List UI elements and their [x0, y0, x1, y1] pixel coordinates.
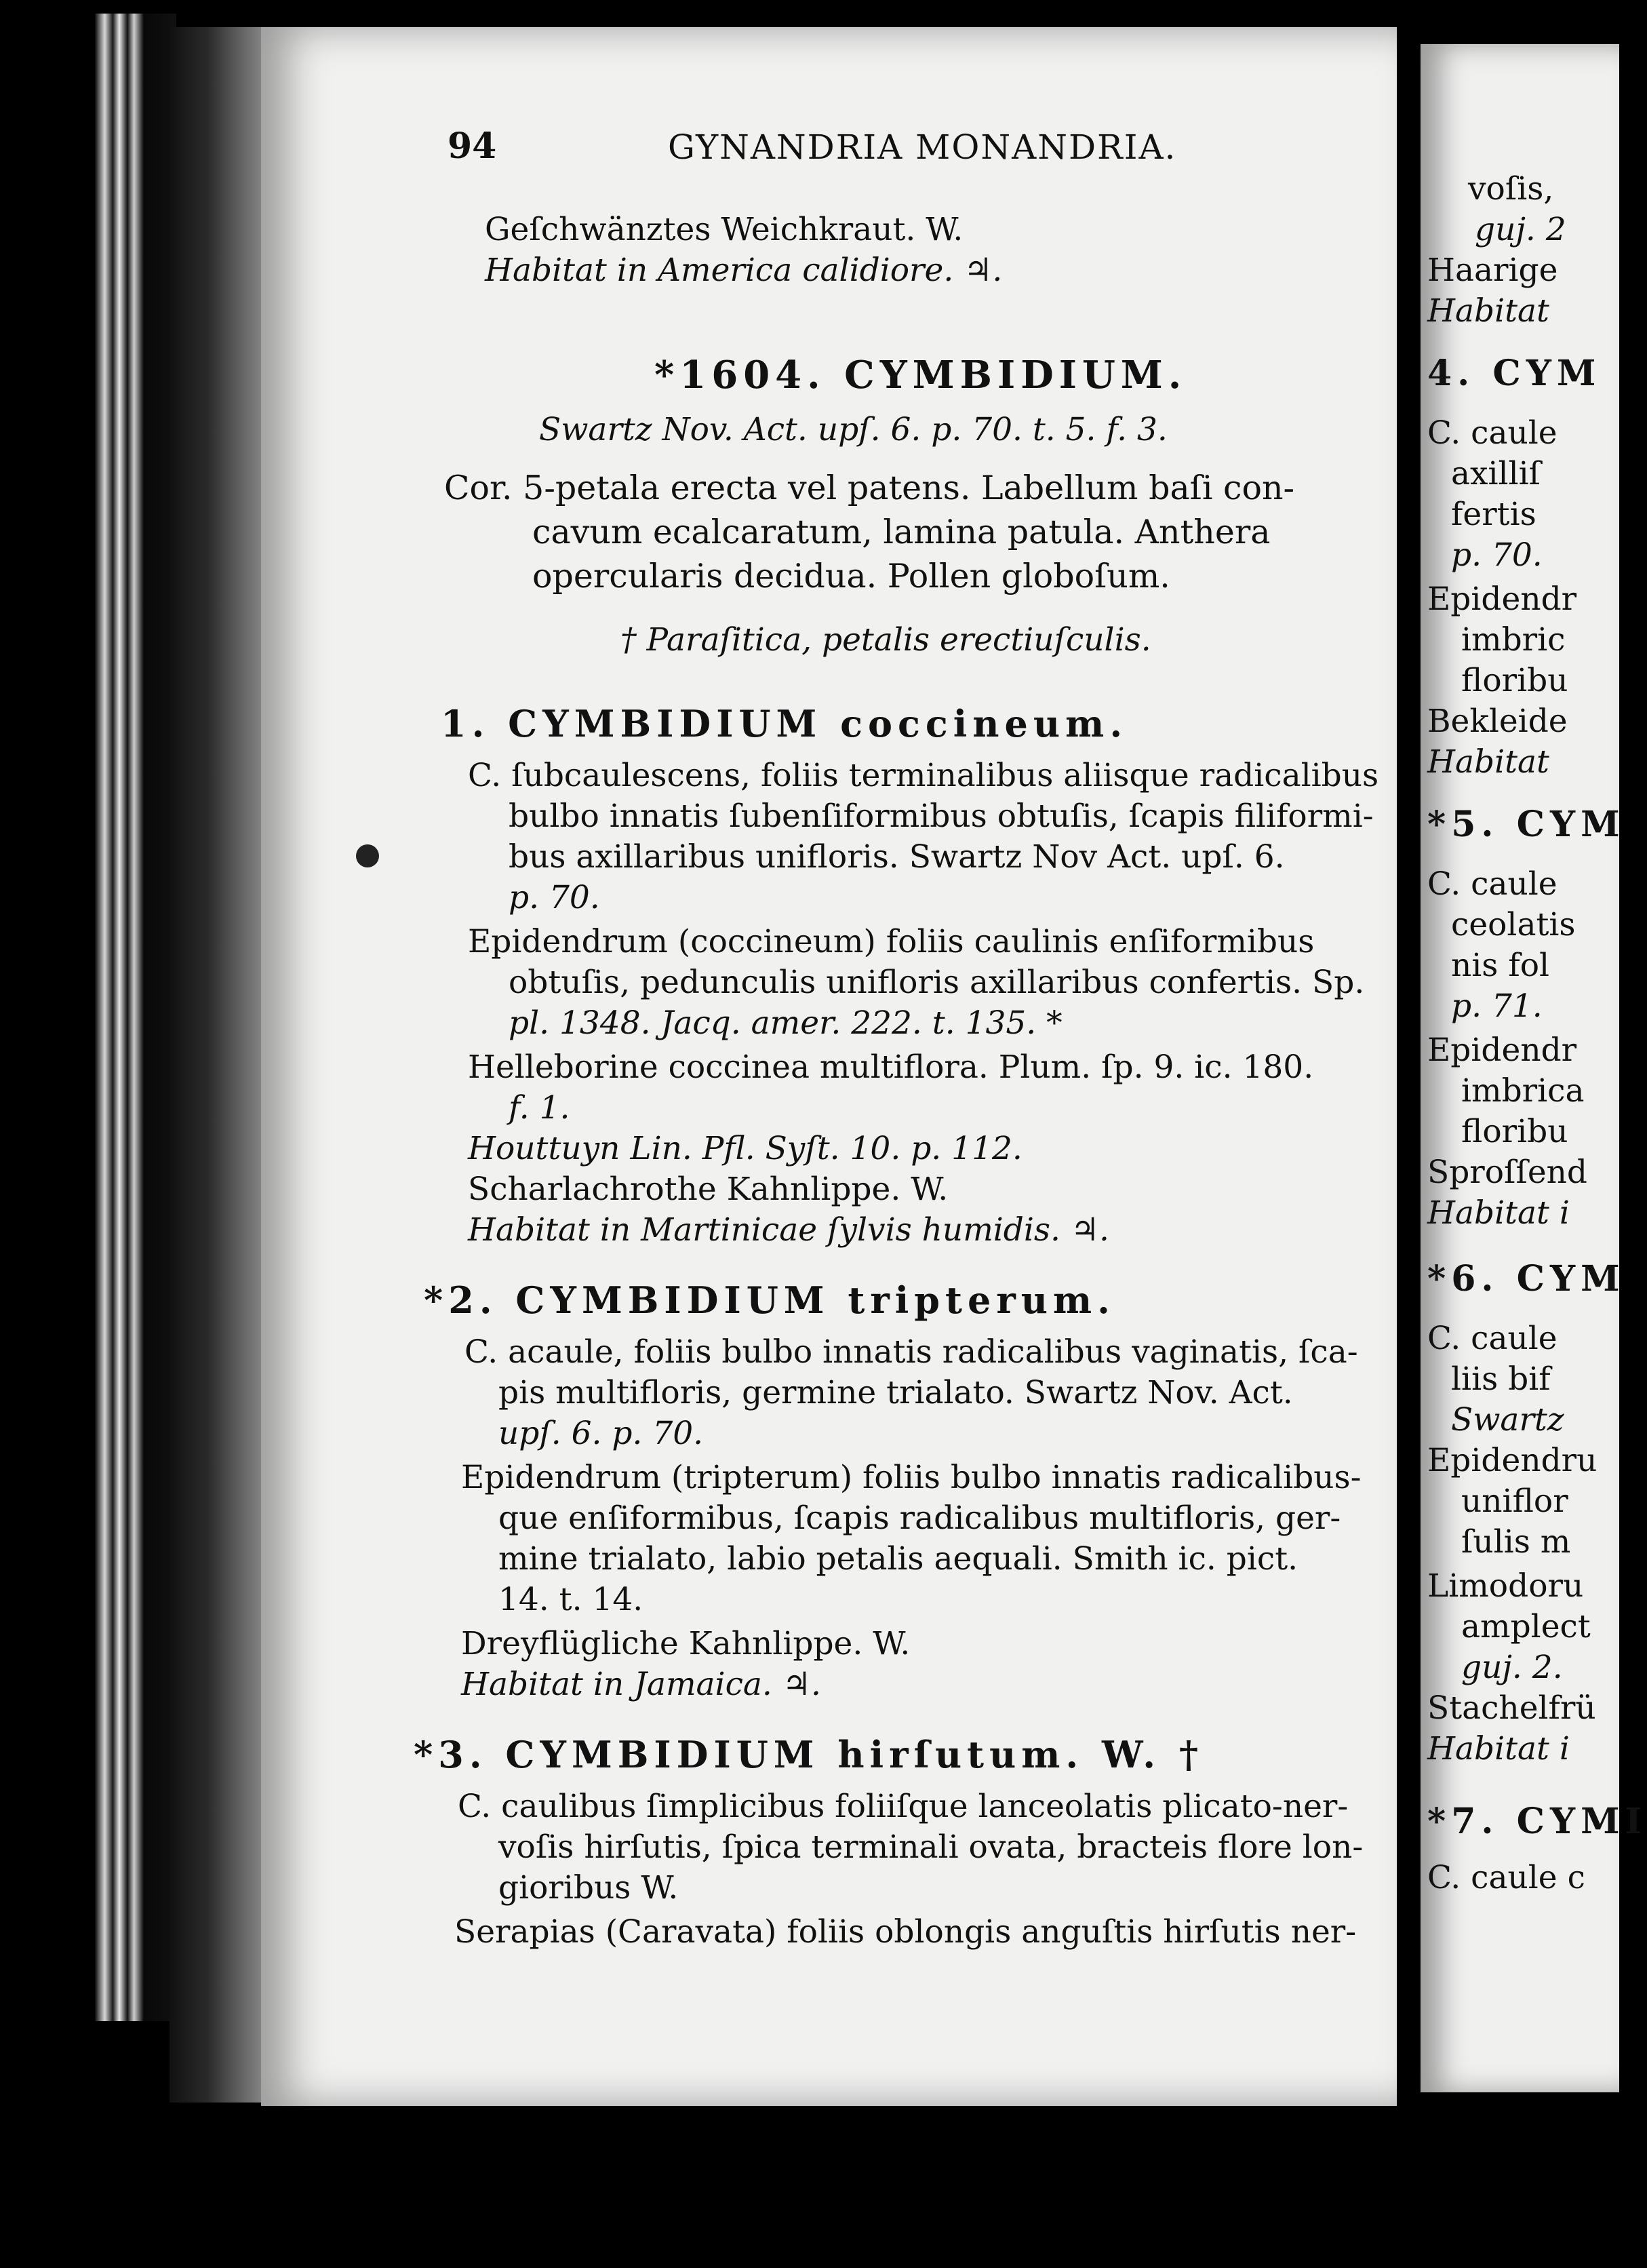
running-title: GYNANDRIA MONANDRIA.	[668, 128, 1177, 167]
book-spine	[95, 14, 176, 2021]
vernacular-name: Geſchwänztes Weichkraut. W.	[485, 211, 964, 248]
fragment-line: nis fol	[1451, 947, 1550, 984]
genus-heading: *1604. CYMBIDIUM.	[654, 353, 1187, 397]
fragment-line: guj. 2.	[1461, 1649, 1563, 1686]
species-line: C. caulibus ſimplicibus foliiſque lanceolatis plicato-ner-	[458, 1788, 1349, 1825]
species-line: que enſiformibus, ſcapis radicalibus multifloris, ger-	[498, 1500, 1341, 1537]
species-line: C. ſubcaulescens, foliis terminalibus aliisque radicalibus	[468, 757, 1379, 794]
fragment-line: Habitat	[1427, 743, 1549, 781]
fragment-line: C. caule	[1427, 1320, 1557, 1357]
fragment-line: Epidendr	[1427, 581, 1577, 618]
fragment-line: Habitat	[1427, 292, 1549, 330]
species-line: Habitat in Jamaica. ♃.	[461, 1666, 821, 1703]
species-line: Scharlachrothe Kahnlippe. W.	[468, 1171, 949, 1208]
species-line: gioribus W.	[498, 1869, 679, 1907]
fragment-line: axilliſ	[1451, 455, 1541, 492]
fragment-line: Habitat i	[1427, 1730, 1570, 1767]
species-heading: *3. CYMBIDIUM hirſutum. W. †	[414, 1733, 1204, 1776]
fragment-line: p. 71.	[1451, 988, 1543, 1025]
species-line: Habitat in Martinicae ſylvis humidis. ♃.	[468, 1211, 1109, 1249]
species-line: upſ. 6. p. 70.	[498, 1415, 704, 1452]
species-line: Helleborine coccinea multiflora. Plum. ſp. 9. ic. 180.	[468, 1049, 1314, 1086]
fragment-line: Habitat i	[1427, 1194, 1570, 1232]
character-line: cavum ecalcaratum, lamina patula. Anthera	[532, 513, 1271, 551]
species-line: Epidendrum (coccineum) foliis caulinis enſiformibus	[468, 923, 1315, 960]
species-line: obtuſis, pedunculis unifloris axillaribus confertis. Sp.	[509, 964, 1365, 1001]
fragment-line: uniflor	[1461, 1483, 1568, 1520]
species-line: mine trialato, labio petalis aequali. Smith ic. pict.	[498, 1540, 1298, 1578]
fragment-heading: *7. CYMI	[1427, 1801, 1647, 1842]
fragment-line: ſulis m	[1461, 1523, 1571, 1561]
species-line: C. acaule, foliis bulbo innatis radicalibus vaginatis, ſca-	[464, 1333, 1358, 1371]
fragment-line: amplect	[1461, 1608, 1591, 1645]
fragment-line: Epidendr	[1427, 1032, 1577, 1069]
species-line: Serapias (Caravata) foliis oblongis anguſtis hirſutis ner-	[454, 1913, 1357, 1951]
fragment-line: C. caule	[1427, 865, 1557, 903]
character-line: opercularis decidua. Pollen globoſum.	[532, 557, 1170, 595]
species-line: Dreyflügliche Kahnlippe. W.	[461, 1625, 911, 1662]
fragment-line: C. caule c	[1427, 1859, 1585, 1896]
species-heading: *2. CYMBIDIUM tripterum.	[424, 1278, 1115, 1322]
species-line: p. 70.	[509, 879, 600, 916]
section-heading: † Paraſitica, petalis erectiuſculis.	[620, 621, 1151, 659]
fragment-line: Bekleide	[1427, 703, 1568, 740]
species-line: voſis hirſutis, ſpica terminali ovata, bracteis flore lon-	[498, 1829, 1364, 1866]
fragment-line: Limodoru	[1427, 1567, 1584, 1605]
fragment-line: Swartz	[1451, 1401, 1564, 1439]
species-line: bulbo innatis ſubenſiformibus obtuſis, ſcapis filiformi-	[509, 798, 1374, 835]
genus-reference: Swartz Nov. Act. upſ. 6. p. 70. t. 5. f. 3.	[539, 411, 1168, 448]
fragment-line: voſis,	[1468, 170, 1554, 208]
fragment-line: fertis	[1451, 496, 1536, 533]
species-line: 14. t. 14.	[498, 1581, 643, 1618]
fragment-heading: *6. CYM	[1427, 1258, 1625, 1299]
fragment-heading: 4. CYM	[1427, 353, 1602, 394]
left-page	[261, 27, 1397, 2106]
fragment-heading: *5. CYM	[1427, 804, 1625, 845]
species-line: Houttuyn Lin. Pfl. Syſt. 10. p. 112.	[468, 1130, 1023, 1167]
page-edges	[170, 27, 264, 2103]
fragment-line: C. caule	[1427, 414, 1557, 452]
fragment-line: Stachelfrü	[1427, 1689, 1596, 1727]
fragment-line: Haarige	[1427, 252, 1558, 289]
fragment-line: Sproſſend	[1427, 1154, 1588, 1191]
fragment-line: p. 70.	[1451, 536, 1543, 574]
fragment-line: imbrica	[1461, 1072, 1585, 1110]
species-line: pis multifloris, germine trialato. Swartz Nov. Act.	[498, 1374, 1293, 1411]
species-line: bus axillaribus unifloris. Swartz Nov Act. upſ. 6.	[509, 838, 1285, 876]
species-line: f. 1.	[509, 1089, 570, 1127]
fragment-line: floribu	[1461, 662, 1568, 699]
character-line: Cor. 5-petala erecta vel patens. Labellum baſi con-	[444, 469, 1295, 507]
page-number: 94	[448, 125, 497, 167]
ink-spot	[356, 844, 379, 867]
species-line: pl. 1348. Jacq. amer. 222. t. 135. *	[509, 1004, 1063, 1042]
fragment-line: imbric	[1461, 621, 1566, 659]
right-page	[1421, 44, 1647, 2092]
species-line: Epidendrum (tripterum) foliis bulbo innatis radicalibus-	[461, 1459, 1362, 1496]
fragment-line: floribu	[1461, 1113, 1568, 1150]
fragment-line: guj. 2	[1475, 211, 1566, 248]
fragment-line: ceolatis	[1451, 906, 1576, 943]
species-heading: 1. CYMBIDIUM coccineum.	[441, 702, 1128, 745]
fragment-line: liis bif	[1451, 1361, 1551, 1398]
habitat-line: Habitat in America calidiore. ♃.	[485, 252, 1003, 289]
fragment-line: Epidendru	[1427, 1442, 1598, 1479]
